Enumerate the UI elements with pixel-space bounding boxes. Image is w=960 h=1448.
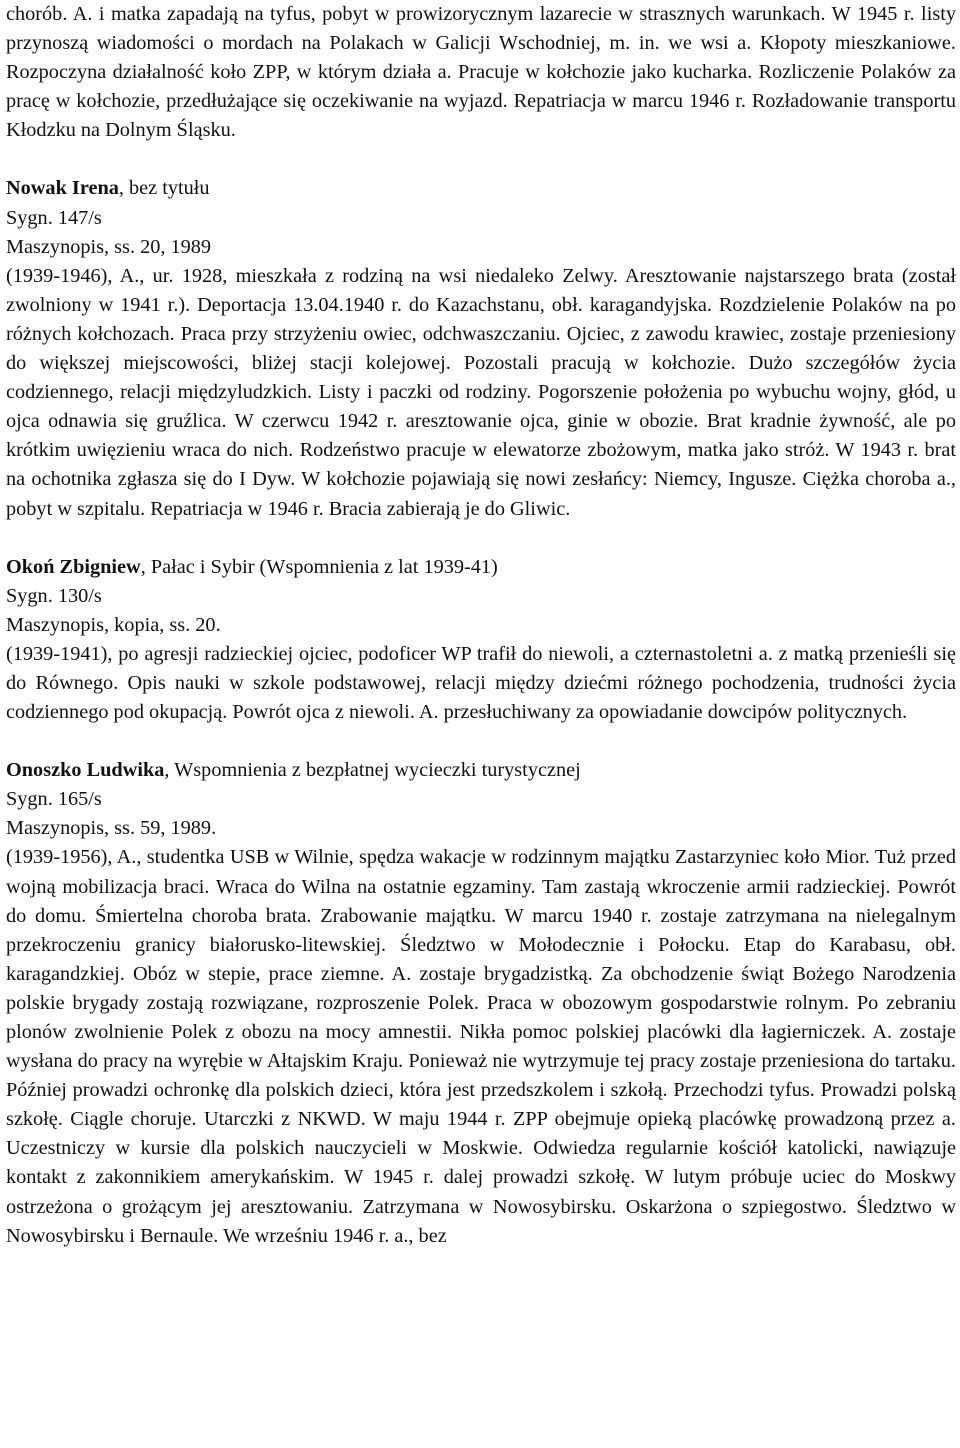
entry-heading [6, 174, 956, 203]
author-name: Nowak Irena [6, 177, 119, 200]
catalog-entry [6, 553, 956, 728]
author-name: Okoń Zbigniew [6, 555, 141, 578]
catalog-entry [6, 174, 956, 523]
continuation-paragraph: chorób. A. i matka zapadają na tyfus, pobyt w prowizorycznym lazarecie w strasznych warunkach. W 1945 r. listy przynoszą wiadomości o mordach na Polakach w Galicji Wschodniej, m. in. we wsi a. Kłopoty mieszkaniowe. Rozpoczyna działalność koło ZPP, w którym działa a. Pracuje w kołchozie jako kucharka. Rozliczenie Polaków za pracę w kołchozie, przedłużające się oczekiwanie na wyjazd. Repatriacja w marcu 1946 r. Rozładowanie transportu Kłodzku na Dolnym Śląsku. [6, 3, 956, 142]
signature-line: Sygn. 147/s [6, 206, 102, 229]
format-line: Maszynopis, ss. 20, 1989 [6, 235, 212, 258]
entry-description: (1939-1956), A., studentka USB w Wilnie, spędza wakacje w rodzinnym majątku Zastarzyniec koło Mior. Tuż przed wojną mobilizacja braci. Wraca do Wilna na ostatnie egzaminy. Tam zastają wkroczenie armii radzieckiej. Powrót do domu. Śmiertelna choroba brata. Zrabowanie majątku. W marcu 1940 r. zostaje zatrzymana na nielegalnym przekroczeniu granicy białorusko-litewskiej. Śledztwo w Mołodecznie i Połocku. Etap do Karabasu, obł. karagandzkiej. Obóz w stepie, prace ziemne. A. zostaje brygadzistką. Za obchodzenie świąt Bożego Narodzenia polskie brygady zostają rozwiązane, rozproszenie Polek. Praca w obozowym gospodarstwie rolnym. Po zebraniu plonów zwolnienie Polek z obozu na mocy amnestii. Nikła pomoc polskiej placówki dla łagierniczek. A. zostaje wysłana do pracy na wyrębie w Ałtajskim Kraju. Ponieważ nie wytrzymuje tej pracy zostaje przeniesiona do tartaku. Później prowadzi ochronkę dla polskich dzieci, która jest przedszkolem i szkołą. Przechodzi tyfus. Prowadzi polską szkołę. Ciągle choruje. Utarczki z NKWD. W maju 1944 r. ZPP obejmuje opieką placówkę prowadzoną przez a. Uczestniczy w kursie dla polskich nauczycieli w Moskwie. Odwiedza regularnie kościół katolicki, nawiązuje kontakt z zakonnikiem amerykańskim. W 1945 r. dalej prowadzi szkołę. W lutym próbuje uciec do Moskwy ostrzeżona o grożącym jej aresztowaniu. Zatrzymana w Nowosybirsku. Oskarżona o szpiegostwo. Śledztwo w Nowosybirsku i Bernaule. We wrześniu 1946 r. a., bez [6, 846, 956, 1247]
work-title: , bez tytułu [118, 177, 210, 200]
entry-description: (1939-1946), A., ur. 1928, mieszkała z rodziną na wsi niedaleko Zelwy. Aresztowanie najstarszego brata (został zwolniony w 1941 r.). Deportacja 13.04.1940 r. do Kazachstanu, obł. karagandyjska. Rozdzielenie Polaków na po różnych kołchozach. Praca przy strzyżeniu owiec, odchwaszczaniu. Ojciec, z zawodu krawiec, zostaje przeniesiony do większej miejscowości, bliżej stacji kolejowej. Pozostali pracują w kołchozie. Dużo szczegółów życia codziennego, relacji międzyludzkich. Listy i paczki od rodziny. Pogorszenie położenia po wybuchu wojny, głód, u ojca odnawia się gruźlica. W czerwcu 1942 r. aresztowanie ojca, ginie w obozie. Brat kradnie żywność, ale po krótkim uwięzieniu wraca do nich. Rodzeństwo pracuje w elewatorze zbożowym, matka jako stróż. W 1943 r. brat na ochotnika zgłasza się do I Dyw. W kołchozie pojawiają się nowi zesłańcy: Niemcy, Ingusze. Ciężka choroba a., pobyt w szpitalu. Repatriacja w 1946 r. Bracia zabierają je do Gliwic. [6, 264, 956, 520]
format-line: Maszynopis, kopia, ss. 20. [6, 613, 221, 636]
entry-heading [6, 553, 956, 582]
entry-description: (1939-1941), po agresji radzieckiej ojciec, podoficer WP trafił do niewoli, a czternastoletni a. z matką przenieśli się do Równego. Opis nauki w szkole podstawowej, relacji między dziećmi różnego pochodzenia, trudności życia codziennego pod okupacją. Powrót ojca z niewoli. A. przesłuchiwany za opowiadanie dowcipów politycznych. [6, 642, 956, 724]
signature-line: Sygn. 130/s [6, 584, 102, 607]
entry-heading [6, 756, 956, 785]
work-title: , Wspomnienia z bezpłatnej wycieczki turystycznej [164, 759, 581, 782]
format-line: Maszynopis, ss. 59, 1989. [6, 817, 217, 840]
work-title: , Pałac i Sybir (Wspomnienia z lat 1939-41) [140, 555, 498, 578]
author-name: Onoszko Ludwika [6, 759, 165, 782]
signature-line: Sygn. 165/s [6, 788, 102, 811]
catalog-entry [6, 756, 956, 1251]
